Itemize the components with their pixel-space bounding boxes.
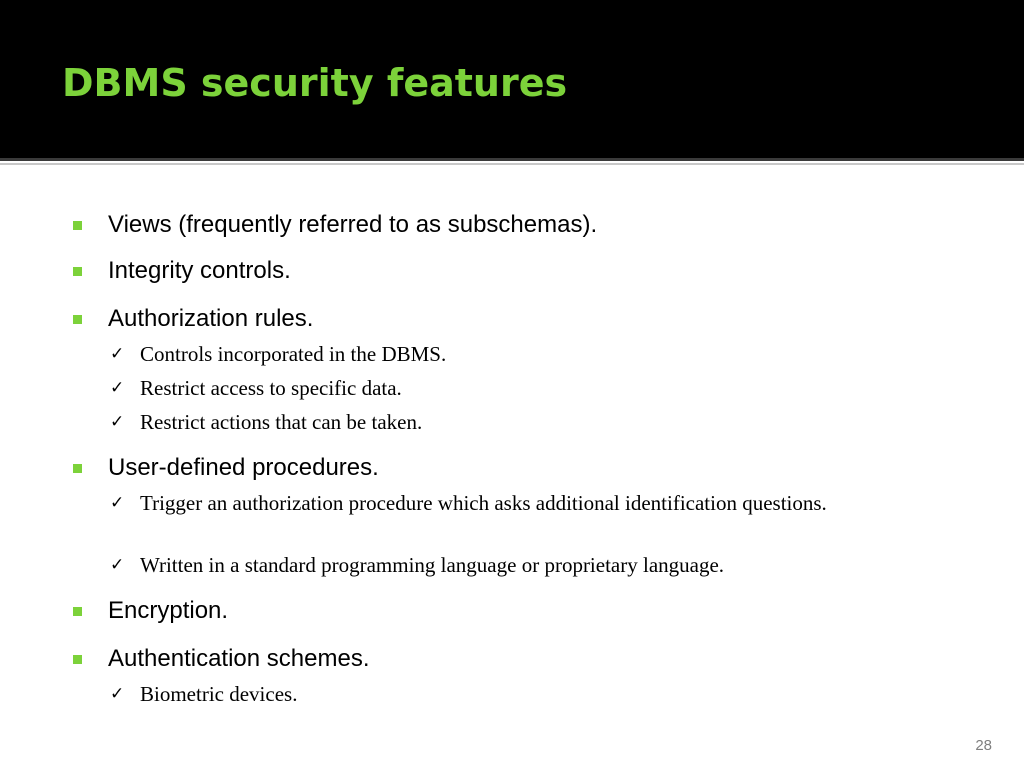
checkmark-icon: ✓: [110, 412, 125, 432]
checkmark-icon: ✓: [110, 493, 125, 513]
checkmark-icon: ✓: [110, 378, 125, 398]
subitem-biometric-devices: Biometric devices.: [140, 682, 298, 706]
bullet-views: Views (frequently referred to as subschemas).: [108, 211, 598, 238]
subitem-trigger-authorization: Trigger an authorization procedure which asks additional identification questions.: [140, 491, 827, 515]
checkmark-icon: ✓: [110, 684, 125, 704]
slide-title: DBMS security features: [62, 61, 568, 105]
square-bullet-icon: [73, 267, 82, 276]
square-bullet-icon: [73, 221, 82, 230]
bullet-authentication-schemes: Authentication schemes.: [108, 645, 370, 672]
bullet-encryption: Encryption.: [108, 597, 229, 624]
square-bullet-icon: [73, 464, 82, 473]
checkmark-icon: ✓: [110, 344, 125, 364]
subitem-controls-incorporated: Controls incorporated in the DBMS.: [140, 342, 447, 366]
bullet-authorization-rules: Authorization rules.: [108, 305, 314, 332]
square-bullet-icon: [73, 655, 82, 664]
subitem-restrict-actions: Restrict actions that can be taken.: [140, 410, 423, 434]
bullet-integrity-controls: Integrity controls.: [108, 257, 291, 284]
subitem-restrict-access: Restrict access to specific data.: [140, 376, 402, 400]
square-bullet-icon: [73, 607, 82, 616]
subitem-written-in-language: Written in a standard programming language or proprietary language.: [140, 553, 725, 577]
bullet-user-defined-procedures: User-defined procedures.: [108, 454, 379, 481]
page-number: 28: [975, 737, 992, 754]
checkmark-icon: ✓: [110, 555, 125, 575]
square-bullet-icon: [73, 315, 82, 324]
